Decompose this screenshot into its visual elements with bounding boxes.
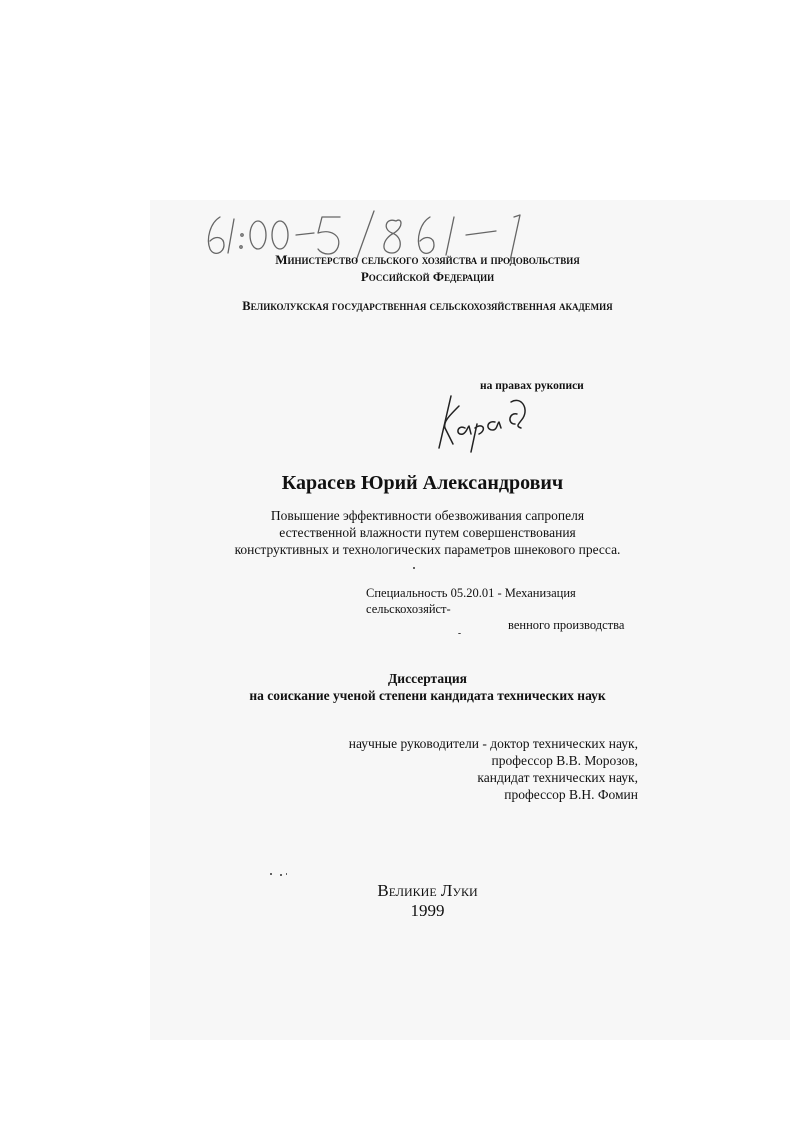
city-name: Великие Луки xyxy=(377,881,478,900)
supervisors-line-2: профессор В.В. Морозов, xyxy=(491,753,638,768)
scan-speck xyxy=(413,567,415,569)
supervisors-line-3: кандидат технических наук, xyxy=(477,770,638,785)
topic-line-2: естественной влажности путем совершенствования xyxy=(279,525,576,540)
topic-line-3: конструктивных и технологических параметров шнекового пресса. xyxy=(234,542,621,557)
topic-line-1: Повышение эффективности обезвоживания сапропеля xyxy=(270,508,585,523)
scientific-supervisors xyxy=(300,735,638,803)
specialty-line-1: Специальность 05.20.01 - Механизация сельскохозяйст- xyxy=(366,586,576,616)
scan-speck xyxy=(270,873,272,875)
specialty-note xyxy=(366,585,656,633)
scan-speck xyxy=(458,633,461,634)
place-and-year xyxy=(30,881,795,921)
ministry-heading xyxy=(30,251,795,285)
ministry-line-1: Министерство сельского хозяйства и продовольствия xyxy=(275,252,580,267)
thesis-label xyxy=(30,670,795,704)
scan-speck xyxy=(280,874,282,876)
publication-year: 1999 xyxy=(410,901,445,920)
scan-speck xyxy=(286,873,287,875)
specialty-line-2: венного производства xyxy=(508,618,625,632)
dissertation-topic xyxy=(30,507,795,558)
manuscript-rights-note: на правах рукописи xyxy=(480,380,584,392)
author-name: Карасев Юрий Александрович xyxy=(281,472,564,494)
academy-heading: Великолукская государственная сельскохозяйственная академия xyxy=(242,299,613,313)
ministry-line-2: Российской Федерации xyxy=(360,269,495,284)
supervisors-line-4: профессор В.Н. Фомин xyxy=(504,787,638,802)
author-signature xyxy=(425,388,535,458)
thesis-line-2: на соискание ученой степени кандидата технических наук xyxy=(249,688,606,703)
supervisors-line-1: научные руководители - доктор технических наук, xyxy=(348,736,638,751)
thesis-line-1: Диссертация xyxy=(388,671,467,686)
